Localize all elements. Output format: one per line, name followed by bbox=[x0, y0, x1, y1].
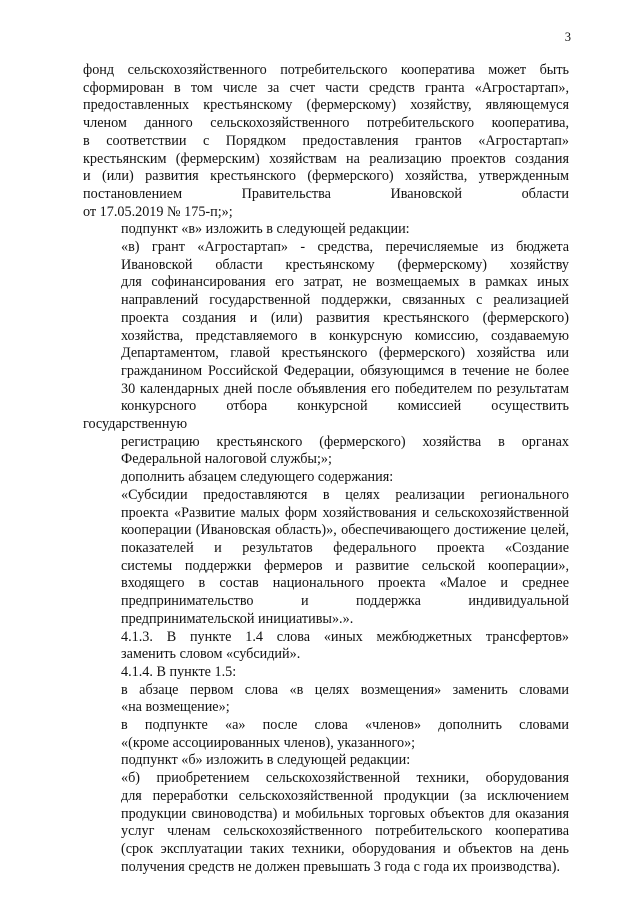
paragraph bbox=[83, 62, 569, 221]
text-line: показателей и результатов федерального проекта «Создание bbox=[121, 539, 569, 556]
text-line: дополнить абзацем следующего содержания: bbox=[121, 469, 394, 486]
text-line: для переработки сельскохозяйственной продукции (за исключением bbox=[121, 787, 569, 804]
paragraph bbox=[83, 717, 569, 752]
text-line: «(кроме ассоциированных членов), указанного»; bbox=[121, 734, 416, 751]
text-line: предпринимательской инициативы».». bbox=[121, 610, 354, 627]
text-line: проекта «Развитие малых форм хозяйствования и сельскохозяйственной bbox=[121, 504, 569, 521]
text-line: фонд сельскохозяйственного потребительского кооператива может быть bbox=[83, 62, 569, 78]
text-line: хозяйства, представляемого в конкурсную комиссию, создаваемую bbox=[121, 327, 569, 344]
text-line: 4.1.3. В пункте 1.4 слова «иных межбюджетных трансфертов» bbox=[121, 628, 569, 645]
text-line: сформирован в том числе за счет части средств гранта «Агростартап», bbox=[83, 79, 569, 96]
text-line: кооперации (Ивановская область)», обеспечивающего достижение целей, bbox=[121, 522, 569, 539]
paragraph bbox=[83, 239, 569, 469]
text-line: в соответствии с Порядком предоставления грантов «Агростартап» bbox=[83, 132, 569, 149]
paragraph bbox=[83, 487, 569, 629]
text-line: заменить словом «субсидий». bbox=[121, 646, 301, 663]
text-line: регистрацию крестьянского (фермерского) хозяйства в органах bbox=[121, 433, 569, 450]
text-line: подпункт «б» изложить в следующей редакции: bbox=[121, 752, 411, 769]
text-line: в подпункте «а» после слова «членов» дополнить словами bbox=[121, 717, 569, 734]
paragraph bbox=[83, 469, 569, 487]
text-line: системы поддержки фермеров и развитие сельской кооперации», bbox=[121, 557, 569, 574]
text-line: конкурсного отбора конкурсной комиссией осуществить государственную bbox=[83, 398, 569, 433]
text-line: «б) приобретением сельскохозяйственной техники, оборудования bbox=[121, 770, 569, 787]
text-line: предпринимательство и поддержка индивидуальной bbox=[121, 593, 569, 610]
text-line: продукции свиноводства) и мобильных торговых объектов для оказания bbox=[121, 805, 569, 822]
paragraph bbox=[83, 664, 569, 682]
paragraph bbox=[83, 752, 569, 770]
text-line: услуг членам сельскохозяйственного потребительского кооператива bbox=[121, 823, 569, 840]
text-line: проекта создания и (или) развития крестьянского (фермерского) bbox=[121, 309, 569, 326]
text-line: «Субсидии предоставляются в целях реализации регионального bbox=[121, 486, 569, 503]
text-line: (срок эксплуатации таких техники, оборудования и объектов на день bbox=[121, 840, 569, 857]
paragraph bbox=[83, 629, 569, 664]
text-line: 4.1.4. В пункте 1.5: bbox=[121, 663, 237, 680]
text-line: входящего в состав национального проекта «Малое и среднее bbox=[121, 575, 569, 592]
text-line: гражданином Российской Федерации, обязующимся в течение не более bbox=[121, 362, 569, 379]
paragraph bbox=[83, 770, 569, 876]
text-line: постановлением Правительства Ивановской области bbox=[83, 185, 569, 202]
text-line: «в) грант «Агростартап» - средства, перечисляемые из бюджета bbox=[121, 239, 569, 256]
text-line: в абзаце первом слова «в целях возмещения» заменить словами bbox=[121, 681, 569, 698]
text-line: и (или) развития крестьянского (фермерского) хозяйства, утвержденным bbox=[83, 168, 569, 185]
text-line: членом данного сельскохозяйственного потребительского кооператива, bbox=[83, 115, 569, 132]
paragraph bbox=[83, 682, 569, 717]
text-line: Федеральной налоговой службы;»; bbox=[121, 451, 332, 468]
text-line: 30 календарных дней после объявления его победителем по результатам bbox=[121, 380, 569, 397]
text-line: Департаментом, главой крестьянского (фермерского) хозяйства или bbox=[121, 345, 569, 362]
text-line: получения средств не должен превышать 3 года с года их производства). bbox=[121, 858, 561, 875]
text-line: направлений государственной поддержки, связанных с реализацией bbox=[121, 292, 569, 309]
text-line: предоставленных крестьянскому (фермерскому) хозяйству, являющемуся bbox=[83, 97, 569, 114]
paragraph bbox=[83, 221, 569, 239]
text-line: от 17.05.2019 № 175-п;»; bbox=[83, 203, 233, 220]
text-line: крестьянским (фермерским) хозяйствам на реализацию проектов создания bbox=[83, 150, 569, 167]
document-body bbox=[83, 62, 569, 876]
text-line: для софинансирования его затрат, не возмещаемых в рамках иных bbox=[121, 274, 569, 291]
text-line: подпункт «в» изложить в следующей редакции: bbox=[121, 221, 410, 238]
page-number: 3 bbox=[564, 30, 571, 44]
text-line: «на возмещение»; bbox=[121, 699, 230, 716]
text-line: Ивановской области крестьянскому (фермерскому) хозяйству bbox=[121, 256, 569, 273]
